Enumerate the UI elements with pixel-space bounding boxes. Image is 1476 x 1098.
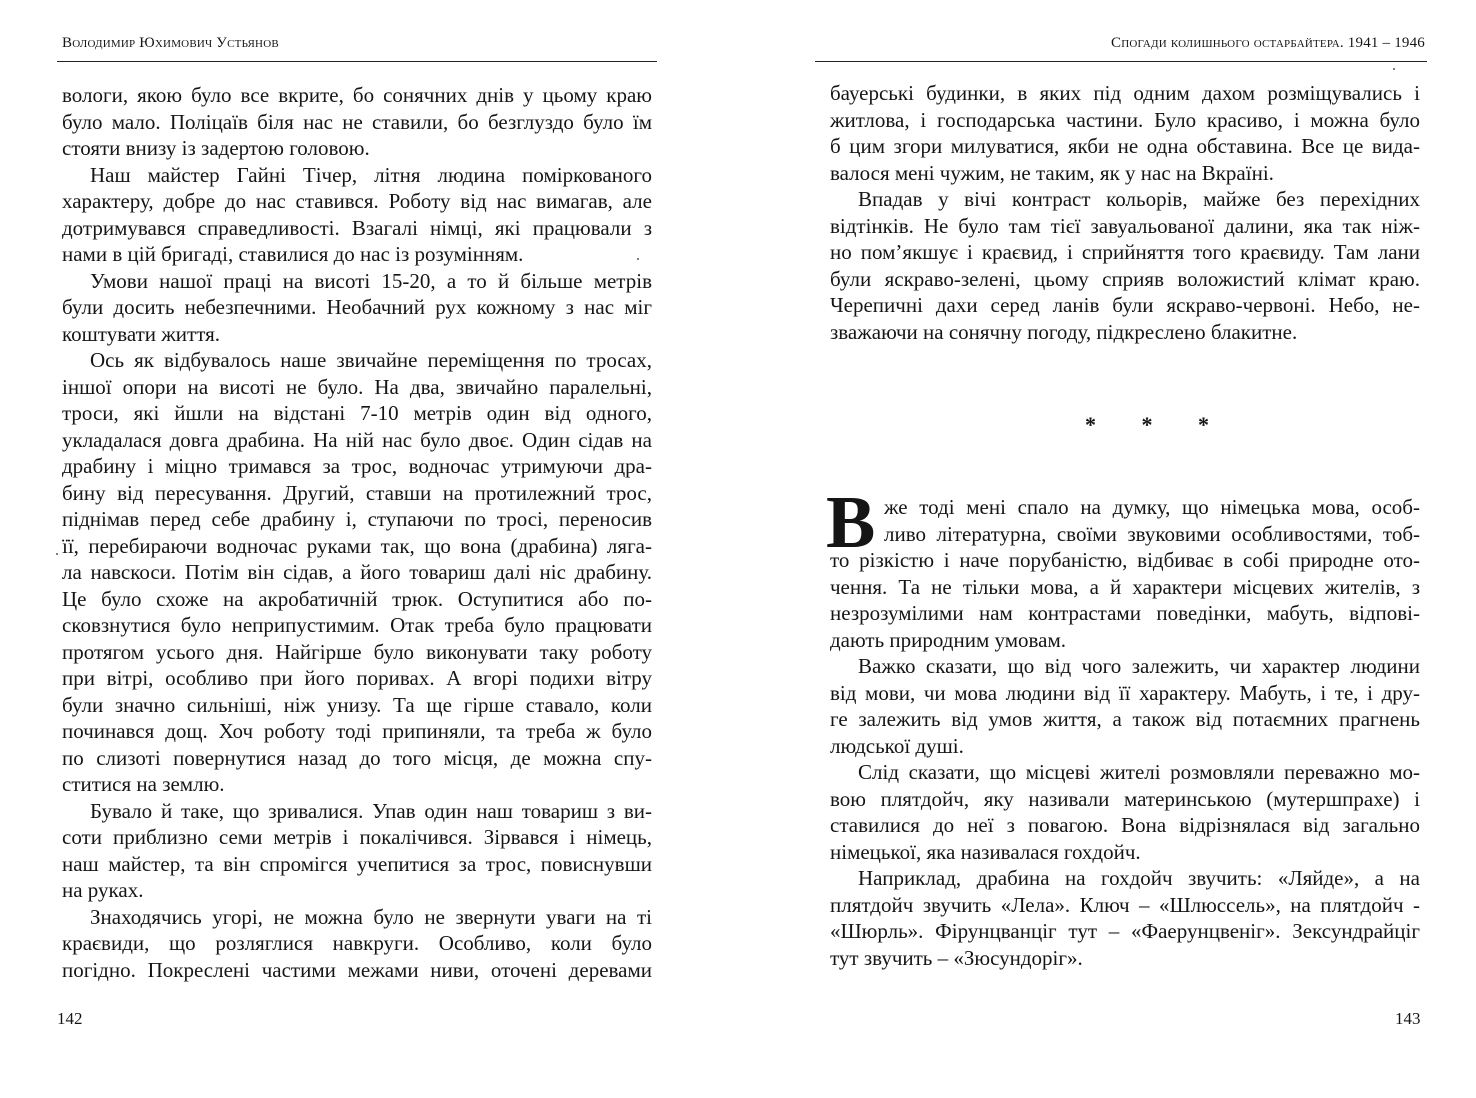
text-line: тут звучить – «Зюсундоріг». bbox=[830, 945, 1083, 970]
page-number: 142 bbox=[57, 1009, 83, 1028]
text-line: дають природним умовам. bbox=[830, 627, 1067, 652]
text-line: піднімав перед себе драбину і, ступаючи по тросі, переносив bbox=[62, 507, 652, 531]
text-line: були яскраво-зелені, цьому сприяв воложистий клімат краю. bbox=[830, 266, 1420, 291]
text-line: Бувало й таке, що зривалися. Упав один наш товариш з ви- bbox=[90, 798, 652, 823]
text-line: зважаючи на сонячну погоду, підкреслено блакитне. bbox=[830, 319, 1298, 344]
text-line: відтінків. Не було там тієї завуальованої далини, яка так ніж- bbox=[830, 213, 1420, 238]
text-line: но пом’якшує і краєвид, і сприйняття того краєвиду. Там лани bbox=[830, 240, 1420, 264]
section-break: * * * bbox=[1085, 412, 1229, 437]
paragraph bbox=[62, 904, 652, 984]
text-line: Слід сказати, що місцеві жителі розмовляли переважно мо- bbox=[858, 760, 1420, 784]
text-line: троси, які йшли на відстані 7-10 метрів один від одного, bbox=[62, 401, 652, 425]
text-line: протягом усього дня. Найгірше було виконувати таку роботу bbox=[62, 639, 652, 664]
text-line: Наш майстер Гайні Тічер, літня людина поміркованого bbox=[90, 162, 652, 187]
scan-speck bbox=[56, 553, 58, 555]
text-line: були досить небезпечними. Необачний рух кожному з нас міг bbox=[62, 295, 652, 319]
text-line: укладалася довга драбина. На ній нас було двоє. Один сідав на bbox=[62, 427, 652, 452]
paragraph bbox=[830, 653, 1420, 759]
text-line: Знаходячись угорі, не можна було не звернути уваги на ті bbox=[90, 904, 652, 929]
text-line: ставилися до неї з повагою. Вона відрізнялася від загально bbox=[830, 813, 1420, 837]
paragraph bbox=[830, 186, 1420, 345]
page-number: 143 bbox=[1395, 1009, 1421, 1028]
text-line: ге залежить від умов життя, а також від потаємних прагнень bbox=[830, 707, 1420, 731]
text-line: на руках. bbox=[62, 878, 144, 902]
text-line: характеру, добре до нас ставився. Роботу від нас вимагав, але bbox=[62, 189, 652, 213]
header-rule bbox=[815, 61, 1427, 62]
header-rule bbox=[57, 61, 657, 62]
right-page-body-bottom bbox=[826, 482, 1420, 971]
text-line: «Шюрль». Фірунцванціг тут – «Фаерунцвеніг». Зексундрайціг bbox=[830, 919, 1420, 943]
text-line: ститися на землю. bbox=[62, 772, 225, 796]
text-line: чення. Та не тільки мова, а й характери місцевих жителів, з bbox=[830, 574, 1420, 599]
text-line: Це було схоже на акробатичній трюк. Оступитися або по- bbox=[62, 586, 652, 611]
running-head-author: Володимир Юхимович Устьянов bbox=[62, 35, 279, 51]
text-line: Умови нашої праці на висоті 15-20, а то й більше метрів bbox=[90, 268, 652, 293]
text-line: ливо літературна, своїми звуковими особливостями, тоб- bbox=[884, 521, 1420, 546]
text-line: то різкістю і наче порубаністю, відбиває в собі природне ото- bbox=[830, 548, 1420, 572]
text-line: Ось як відбувалось наше звичайне переміщення по тросах, bbox=[90, 348, 652, 372]
paragraph bbox=[62, 347, 652, 798]
text-line: б цим згори милуватися, якби не одна обставина. Все це вида- bbox=[830, 134, 1420, 158]
paragraph bbox=[62, 268, 652, 348]
text-line: починався дощ. Хоч роботу тоді припиняли, та треба ж було bbox=[62, 719, 652, 743]
left-page-body bbox=[62, 82, 652, 983]
text-line: від мови, чи мова людини від її характеру. Мабуть, і те, і дру- bbox=[830, 680, 1420, 705]
text-line: вологи, якою було все вкрите, бо сонячних днів у цьому краю bbox=[62, 83, 652, 107]
paragraph bbox=[62, 798, 652, 904]
text-line: незрозумілими нам контрастами поведінки, мабуть, відпові- bbox=[830, 601, 1420, 625]
text-line: її, перебираючи водночас руками так, що вона (драбина) ляга- bbox=[62, 533, 652, 558]
running-head-title: Спогади колишнього остарбайтера. 1941 – 1946 bbox=[1111, 35, 1425, 51]
text-line: Важко сказати, що від чого залежить, чи характер людини bbox=[858, 654, 1420, 678]
right-page-body-top bbox=[830, 80, 1420, 345]
paragraph bbox=[62, 162, 652, 268]
text-line: сковзнутися було неприпустимим. Отак треба було працювати bbox=[62, 613, 652, 637]
drop-cap: В bbox=[826, 482, 876, 564]
scan-speck bbox=[1393, 68, 1395, 70]
text-line: було мало. Поліцаїв біля нас не ставили, бо безглуздо було їм bbox=[62, 109, 652, 134]
text-line: плятдойч звучить «Лела». Ключ – «Шлюссель», на плятдойч - bbox=[830, 892, 1420, 917]
text-line: вою плятдойч, яку називали материнською (мутершпрахе) і bbox=[830, 786, 1420, 811]
text-line: ла навскоси. Потім він сідав, а його товариш далі ніс драбину. bbox=[62, 560, 652, 584]
text-line: житлова, і господарська частини. Було красиво, і можна було bbox=[830, 107, 1420, 132]
text-line: німецької, яка називалася гохдойч. bbox=[830, 839, 1141, 864]
text-line: Черепичні дахи серед ланів були яскраво-червоні. Небо, не- bbox=[830, 293, 1420, 317]
text-line: погідно. Покреслені частими межами ниви, оточені деревами bbox=[62, 957, 652, 982]
text-line: Впадав у вічі контраст кольорів, майже без перехідних bbox=[858, 187, 1420, 211]
paragraph bbox=[830, 494, 1420, 653]
text-line: нами в цій бригаді, ставилися до нас із розумінням. bbox=[62, 242, 524, 266]
paragraph bbox=[830, 865, 1420, 971]
paragraph bbox=[830, 80, 1420, 186]
paragraph bbox=[62, 82, 652, 162]
text-line: соти приблизно семи метрів і покалічився. Зірвався і німець, bbox=[62, 825, 652, 849]
scan-speck bbox=[637, 258, 639, 260]
text-line: стояти внизу із задертою головою. bbox=[62, 136, 370, 160]
text-line: по слизоті повернутися назад до того місця, де можна спу- bbox=[62, 745, 652, 770]
text-line: при вітрі, особливо при його поривах. А вгорі подихи вітру bbox=[62, 666, 652, 690]
text-line: валося мені чужим, не таким, як у нас на Вкраїні. bbox=[830, 160, 1274, 185]
text-line: Наприклад, драбина на гохдойч звучить: «Ляйде», а на bbox=[858, 866, 1420, 890]
paragraph bbox=[830, 759, 1420, 865]
text-line: бауерські будинки, в яких під одним дахом розміщувались і bbox=[830, 81, 1420, 105]
text-line: іншої опори на висоті не було. На два, звичайно паралельні, bbox=[62, 374, 652, 399]
text-line: драбину і міцно тримався за трос, водночас утримуючи дра- bbox=[62, 454, 652, 478]
text-line: дотримувався справедливості. Взагалі німці, які працювали з bbox=[62, 215, 652, 240]
text-line: коштувати життя. bbox=[62, 321, 221, 346]
text-line: були значно сильніші, ніж унизу. Та ще гірше ставало, коли bbox=[62, 692, 652, 717]
text-line: бину від пересування. Другий, ставши на протилежний трос, bbox=[62, 480, 652, 505]
text-line: краєвиди, що розляглися навкруги. Особливо, коли було bbox=[62, 931, 652, 955]
text-line: людської душі. bbox=[830, 733, 964, 758]
text-line: наш майстер, та він спромігся учепитися за трос, повиснувши bbox=[62, 851, 652, 876]
text-line: же тоді мені спало на думку, що німецька мова, особ- bbox=[884, 495, 1420, 519]
